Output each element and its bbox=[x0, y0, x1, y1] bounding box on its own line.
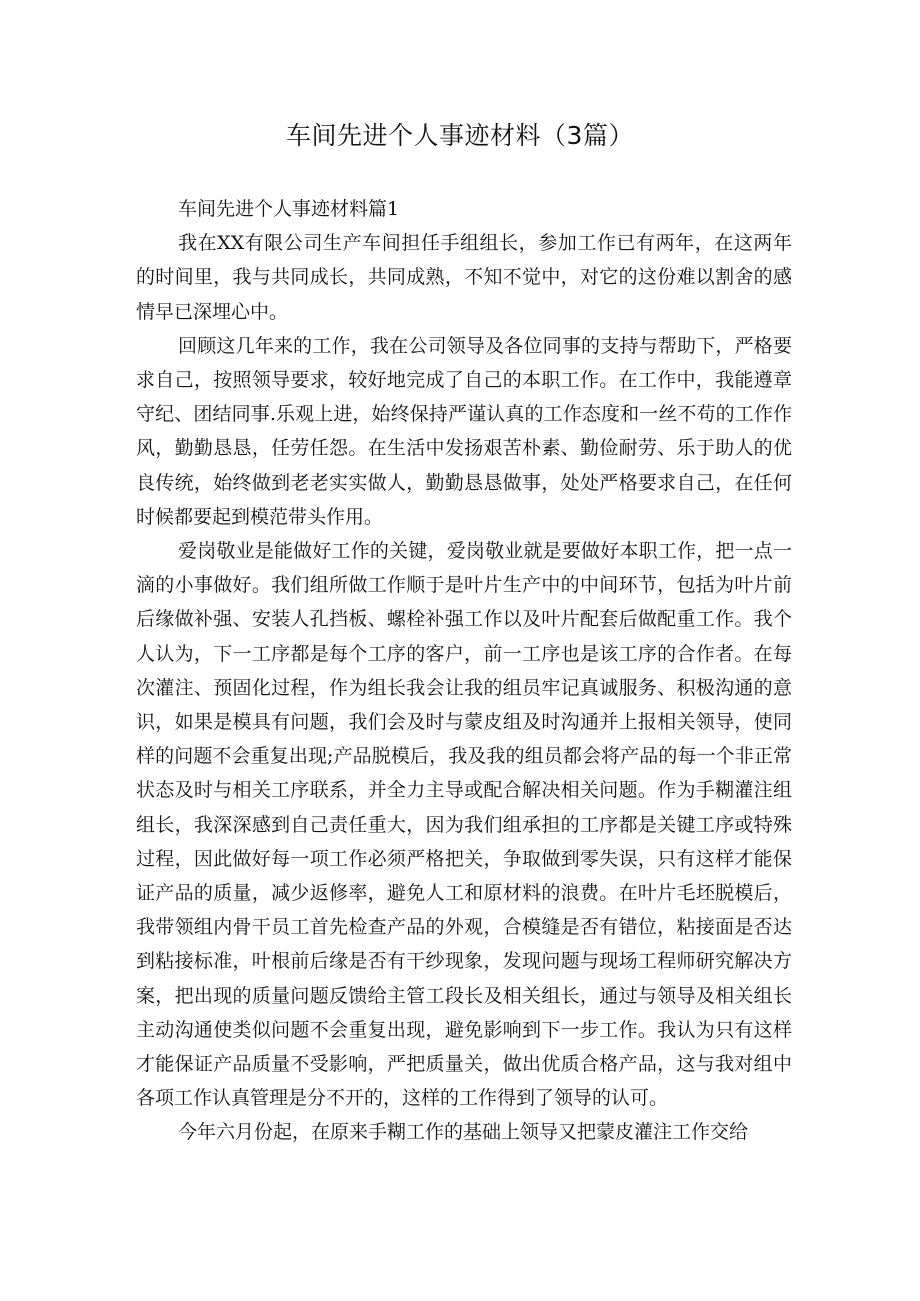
body-paragraph-4: 今年六月份起，在原来手糊工作的基础上领导又把蒙皮灌注工作交给 bbox=[178, 1121, 749, 1144]
body-paragraph-2: 回顾这几年来的工作，我在公司领导及各位同事的支持与帮助下，严格要求自己，按照领导要求，较好地完成了自己的本职工作。在工作中，我能遵章守纪、团结同事.乐观上进，始终保持严谨认真的工作态度和一丝不苟的工作作风，勤勤恳恳，任劳任怨。在生活中发扬艰苦朴素、勤俭耐劳、乐于助人的优良传统，始终做到老老实实做人，勤勤恳恳做事，处处严格要求自己，在任何时候都要起到模范带头作用。 bbox=[136, 334, 792, 528]
document-title: 车间先进个人事迹材料（3篇） bbox=[286, 121, 634, 150]
section-heading: 车间先进个人事迹材料篇1 bbox=[178, 198, 400, 220]
document-body bbox=[136, 192, 792, 1150]
body-paragraph-3: 爱岗敬业是能做好工作的关键，爱岗敬业就是要做好本职工作，把一点一滴的小事做好。我们组所做工作顺于是叶片生产中的中间环节，包括为叶片前后缘做补强、安装人孔挡板、螺栓补强工作以及叶片配套后做配重工作。我个人认为，下一工序都是每个工序的客户，前一工序也是该工序的合作者。在每次灌注、预固化过程，作为组长我会让我的组员牢记真诚服务、积极沟通的意识，如果是模具有问题，我们会及时与蒙皮组及时沟通并上报相关领导，使同样的问题不会重复出现;产品脱模后，我及我的组员都会将产品的每一个非正常状态及时与相关工序联系，并全力主导或配合解决相关问题。作为手糊灌注组组长，我深深感到自己责任重大，因为我们组承担的工序都是关键工序或特殊过程，因此做好每一项工作必须严格把关，争取做到零失误，只有这样才能保证产品的质量，减少返修率，避免人工和原材料的浪费。在叶片毛坯脱模后，我带领组内骨干员工首先检查产品的外观，合模缝是否有错位，粘接面是否达到粘接标准，叶根前后缘是否有干纱现象，发现问题与现场工程师研究解决方案，把出现的质量问题反馈给主管工段长及相关组长，通过与领导及相关组长主动沟通使类似问题不会重复出现，避免影响到下一步工作。我认为只有这样才能保证产品质量不受影响，严把质量关，做出优质合格产品，这与我对组中各项工作认真管理是分不开的，这样的工作得到了领导的认可。 bbox=[136, 540, 792, 1110]
body-paragraph-1: 我在XX有限公司生产车间担任手组组长，参加工作已有两年，在这两年的时间里，我与共同成长，共同成熟，不知不觉中，对它的这份难以割舍的感情早已深埋心中。 bbox=[136, 232, 792, 323]
